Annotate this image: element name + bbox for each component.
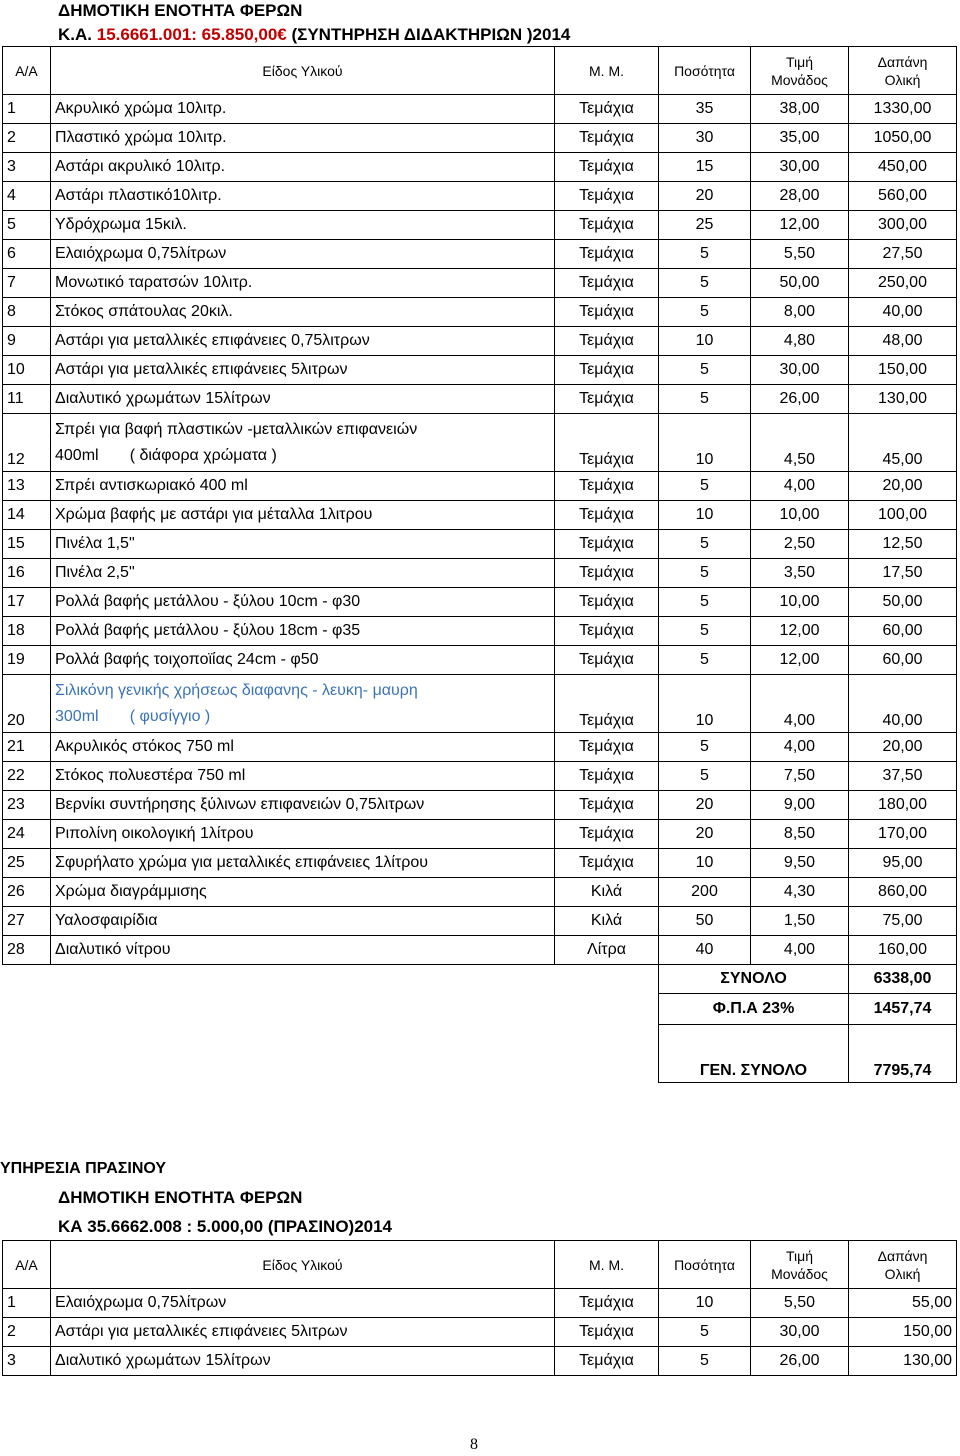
row-number: 24 [3,820,51,849]
total-cost: 450,00 [849,153,957,182]
quantity: 5 [659,385,751,414]
table-row [3,791,957,820]
unit: Τεμάχια [555,675,659,733]
quantity: 200 [659,878,751,907]
section2-title: ΔΗΜΟΤΙΚΗ ΕΝΟΤΗΤΑ ΦΕΡΩΝ [58,1188,303,1207]
budget-prefix: Κ.Α. [58,25,92,44]
table-row [3,907,957,936]
unit: Κιλά [555,878,659,907]
item-description-line2: 300ml ( φυσίγγιο ) [55,708,211,725]
item-description-line2: 400ml ( διάφορα χρώματα ) [55,447,277,464]
row-number: 1 [3,95,51,124]
item-description: Μονωτικό ταρατσών 10λιτρ. [51,269,555,298]
row-number: 4 [3,182,51,211]
table-row [3,240,957,269]
total-cost: 45,00 [849,414,957,472]
item-description: Ρολλά βαφής μετάλλου - ξύλου 10cm - φ30 [51,588,555,617]
row-number: 11 [3,385,51,414]
budget-code: 15.6661.001 [96,25,192,44]
table-row [3,1347,957,1376]
total-cost: 130,00 [849,1347,957,1376]
budget-amount: : 65.850,00€ [191,25,287,44]
total-cost: 1050,00 [849,124,957,153]
quantity: 10 [659,327,751,356]
unit: Τεμάχια [555,124,659,153]
item-description: Υαλοσφαιρίδια [51,907,555,936]
table-row [3,762,957,791]
total-cost: 37,50 [849,762,957,791]
grand-total-label: ΓΕΝ. ΣΥΝΟΛΟ [659,1025,849,1083]
unit: Τεμάχια [555,849,659,878]
section2-budget: ΚΑ 35.6662.008 : 5.000,00 (ΠΡΑΣΙΝΟ)2014 [58,1217,393,1236]
header-unit: Μ. Μ. [555,47,659,95]
item-description: Χρώμα βαφής με αστάρι για μέταλλα 1λιτρου [51,501,555,530]
table-row [3,472,957,501]
unit: Τεμάχια [555,472,659,501]
table-row [3,211,957,240]
quantity: 5 [659,762,751,791]
item-description: Ρολλά βαφής μετάλλου - ξύλου 18cm - φ35 [51,617,555,646]
row-number: 13 [3,472,51,501]
green-materials-table [2,1240,957,1376]
sum-label: ΣΥΝΟΛΟ [659,965,849,994]
quantity: 5 [659,240,751,269]
header-aa: Α/Α [3,1241,51,1289]
table-row [3,182,957,211]
item-description: Διαλυτικό χρωμάτων 15λίτρων [51,1347,555,1376]
quantity: 5 [659,356,751,385]
quantity: 30 [659,124,751,153]
table-row [3,936,957,965]
unit-price: 2,50 [751,530,849,559]
quantity: 10 [659,675,751,733]
unit-price: 4,50 [751,414,849,472]
unit-price: 4,00 [751,675,849,733]
grand-total-row [3,1025,957,1083]
table-row [3,820,957,849]
total-cost: 300,00 [849,211,957,240]
quantity: 25 [659,211,751,240]
unit-price: 4,30 [751,878,849,907]
unit: Τεμάχια [555,588,659,617]
item-description: Ρολλά βαφής τοιχοποϊίας 24cm - φ50 [51,646,555,675]
quantity: 5 [659,559,751,588]
unit-price: 12,00 [751,646,849,675]
row-number: 22 [3,762,51,791]
unit-price: 30,00 [751,1318,849,1347]
vat-row [3,994,957,1025]
row-number: 12 [3,414,51,472]
unit-price: 35,00 [751,124,849,153]
unit: Τεμάχια [555,762,659,791]
quantity: 5 [659,1318,751,1347]
item-description: Σπρέι αντισκωριακό 400 ml [51,472,555,501]
unit: Τεμάχια [555,1318,659,1347]
unit-price: 30,00 [751,356,849,385]
unit: Τεμάχια [555,791,659,820]
row-number: 9 [3,327,51,356]
header-total: Δαπάνη Ολική [849,1241,957,1289]
header-qty: Ποσότητα [659,1241,751,1289]
quantity: 10 [659,849,751,878]
unit-price: 12,00 [751,617,849,646]
unit: Τεμάχια [555,385,659,414]
page-number: 8 [470,1436,478,1453]
unit: Τεμάχια [555,733,659,762]
header-unit: Μ. Μ. [555,1241,659,1289]
unit: Τεμάχια [555,95,659,124]
row-number: 27 [3,907,51,936]
quantity: 40 [659,936,751,965]
row-number: 15 [3,530,51,559]
unit: Τεμάχια [555,356,659,385]
quantity: 20 [659,820,751,849]
unit-price: 26,00 [751,385,849,414]
unit: Τεμάχια [555,646,659,675]
quantity: 5 [659,646,751,675]
total-cost: 250,00 [849,269,957,298]
row-number: 5 [3,211,51,240]
total-cost: 20,00 [849,472,957,501]
item-description: Ελαιόχρωμα 0,75λίτρων [51,1289,555,1318]
item-description: Υδρόχρωμα 15κιλ. [51,211,555,240]
header-qty: Ποσότητα [659,47,751,95]
table-row [3,646,957,675]
table-row [3,356,957,385]
item-description-line1: Σπρέι για βαφή πλαστικών -μεταλλικών επιφανειών [55,421,418,438]
vat-label: Φ.Π.Α 23% [659,994,849,1025]
budget-suffix: (ΣΥΝΤΗΡΗΣΗ ΔΙΔΑΚΤΗΡΙΩΝ )2014 [291,25,571,44]
unit-price: 4,00 [751,472,849,501]
item-description: Αστάρι για μεταλλικές επιφάνειες 5λιτρων [51,1318,555,1347]
row-number: 8 [3,298,51,327]
unit: Τεμάχια [555,820,659,849]
quantity: 10 [659,501,751,530]
item-description: Διαλυτικό νίτρου [51,936,555,965]
header-item: Είδος Υλικού [51,1241,555,1289]
sum-value: 6338,00 [849,965,957,994]
row-number: 14 [3,501,51,530]
header-aa: Α/Α [3,47,51,95]
item-description: Ακρυλικός στόκος 750 ml [51,733,555,762]
unit-price: 9,50 [751,849,849,878]
unit-price: 7,50 [751,762,849,791]
table-row [3,385,957,414]
total-cost: 60,00 [849,646,957,675]
row-number: 1 [3,1289,51,1318]
unit-price: 38,00 [751,95,849,124]
item-description: Αστάρι για μεταλλικές επιφάνειες 5λιτρων [51,356,555,385]
unit: Τεμάχια [555,269,659,298]
total-cost: 40,00 [849,298,957,327]
item-description-line1: Σιλικόνη γενικής χρήσεως διαφανης - λευκη- μαυρη [55,682,418,699]
unit: Τεμάχια [555,1289,659,1318]
total-cost: 75,00 [849,907,957,936]
row-number: 23 [3,791,51,820]
unit-price: 30,00 [751,153,849,182]
quantity: 5 [659,588,751,617]
unit: Λίτρα [555,936,659,965]
row-number: 3 [3,1347,51,1376]
quantity: 10 [659,414,751,472]
unit-price: 10,00 [751,588,849,617]
total-cost: 180,00 [849,791,957,820]
total-cost: 1330,00 [849,95,957,124]
header-total: Δαπάνη Ολική [849,47,957,95]
table-row [3,849,957,878]
unit-price: 8,00 [751,298,849,327]
row-number: 3 [3,153,51,182]
quantity: 5 [659,733,751,762]
unit: Κιλά [555,907,659,936]
unit-price: 12,00 [751,211,849,240]
unit: Τεμάχια [555,298,659,327]
materials-table [2,46,957,1083]
table-row [3,733,957,762]
row-number: 26 [3,878,51,907]
total-cost: 40,00 [849,675,957,733]
unit: Τεμάχια [555,182,659,211]
item-description: Χρώμα διαγράμμισης [51,878,555,907]
row-number: 6 [3,240,51,269]
item-description: Σφυρήλατο χρώμα για μεταλλικές επιφάνειες 1λίτρου [51,849,555,878]
total-cost: 160,00 [849,936,957,965]
item-description: Στόκος πολυεστέρα 750 ml [51,762,555,791]
total-cost: 27,50 [849,240,957,269]
total-cost: 560,00 [849,182,957,211]
table-row [3,124,957,153]
row-number: 2 [3,1318,51,1347]
table-row [3,269,957,298]
total-cost: 48,00 [849,327,957,356]
row-number: 19 [3,646,51,675]
quantity: 20 [659,791,751,820]
item-description: Πλαστικό χρώμα 10λιτρ. [51,124,555,153]
header-price: Τιμή Μονάδος [751,1241,849,1289]
unit: Τεμάχια [555,530,659,559]
total-cost: 60,00 [849,617,957,646]
total-cost: 170,00 [849,820,957,849]
unit-price: 5,50 [751,1289,849,1318]
table-row [3,414,957,472]
total-cost: 150,00 [849,1318,957,1347]
row-number: 18 [3,617,51,646]
total-cost: 130,00 [849,385,957,414]
table-header-row [3,47,957,95]
item-description: Βερνίκι συντήρησης ξύλινων επιφανειών 0,75λιτρων [51,791,555,820]
quantity: 5 [659,472,751,501]
table-row [3,878,957,907]
header-item: Είδος Υλικού [51,47,555,95]
unit: Τεμάχια [555,559,659,588]
item-description: Πινέλα 2,5" [51,559,555,588]
item-description: Στόκος σπάτουλας 20κιλ. [51,298,555,327]
item-description: Αστάρι για μεταλλικές επιφάνειες 0,75λιτρων [51,327,555,356]
item-description [51,414,555,472]
item-description: Ακρυλικό χρώμα 10λιτρ. [51,95,555,124]
item-description [51,675,555,733]
unit-price: 9,00 [751,791,849,820]
total-cost: 12,50 [849,530,957,559]
table-row [3,298,957,327]
unit-price: 4,00 [751,733,849,762]
unit-price: 26,00 [751,1347,849,1376]
table-header-row [3,1241,957,1289]
table-row [3,617,957,646]
unit: Τεμάχια [555,501,659,530]
unit: Τεμάχια [555,153,659,182]
total-cost: 50,00 [849,588,957,617]
table-row [3,675,957,733]
sum-row [3,965,957,994]
unit: Τεμάχια [555,1347,659,1376]
total-cost: 860,00 [849,878,957,907]
unit-price: 4,00 [751,936,849,965]
item-description: Αστάρι πλαστικό10λιτρ. [51,182,555,211]
row-number: 16 [3,559,51,588]
table-row [3,559,957,588]
unit-price: 5,50 [751,240,849,269]
row-number: 2 [3,124,51,153]
total-cost: 17,50 [849,559,957,588]
row-number: 25 [3,849,51,878]
row-number: 7 [3,269,51,298]
item-description: Ελαιόχρωμα 0,75λίτρων [51,240,555,269]
unit: Τεμάχια [555,240,659,269]
table-row [3,327,957,356]
unit-price: 10,00 [751,501,849,530]
unit-price: 50,00 [751,269,849,298]
unit: Τεμάχια [555,617,659,646]
quantity: 20 [659,182,751,211]
row-number: 10 [3,356,51,385]
header-price: Τιμή Μονάδος [751,47,849,95]
quantity: 5 [659,298,751,327]
unit-price: 3,50 [751,559,849,588]
row-number: 28 [3,936,51,965]
table-body [3,95,957,965]
quantity: 50 [659,907,751,936]
item-description: Ριπολίνη οικολογική 1λίτρου [51,820,555,849]
section1-budget-line [58,24,570,46]
total-cost: 150,00 [849,356,957,385]
unit: Τεμάχια [555,414,659,472]
unit: Τεμάχια [555,211,659,240]
table-row [3,1289,957,1318]
quantity: 5 [659,269,751,298]
item-description: Διαλυτικό χρωμάτων 15λίτρων [51,385,555,414]
row-number: 21 [3,733,51,762]
total-cost: 95,00 [849,849,957,878]
unit-price: 4,80 [751,327,849,356]
table-row [3,1318,957,1347]
grand-total-value: 7795,74 [849,1025,957,1083]
item-description: Πινέλα 1,5" [51,530,555,559]
unit-price: 8,50 [751,820,849,849]
quantity: 5 [659,1347,751,1376]
section1-title: ΔΗΜΟΤΙΚΗ ΕΝΟΤΗΤΑ ΦΕΡΩΝ [58,1,303,20]
quantity: 35 [659,95,751,124]
table-row [3,501,957,530]
quantity: 10 [659,1289,751,1318]
quantity: 5 [659,617,751,646]
unit-price: 28,00 [751,182,849,211]
vat-value: 1457,74 [849,994,957,1025]
table-row [3,530,957,559]
row-number: 17 [3,588,51,617]
table-row [3,588,957,617]
unit: Τεμάχια [555,327,659,356]
unit-price: 1,50 [751,907,849,936]
table-body [3,1289,957,1376]
quantity: 15 [659,153,751,182]
item-description: Αστάρι ακρυλικό 10λιτρ. [51,153,555,182]
total-cost: 20,00 [849,733,957,762]
table-row [3,153,957,182]
total-cost: 100,00 [849,501,957,530]
total-cost: 55,00 [849,1289,957,1318]
table-row [3,95,957,124]
row-number: 20 [3,675,51,733]
service-title: ΥΠΗΡΕΣΙΑ ΠΡΑΣΙΝΟΥ [0,1160,167,1177]
quantity: 5 [659,530,751,559]
